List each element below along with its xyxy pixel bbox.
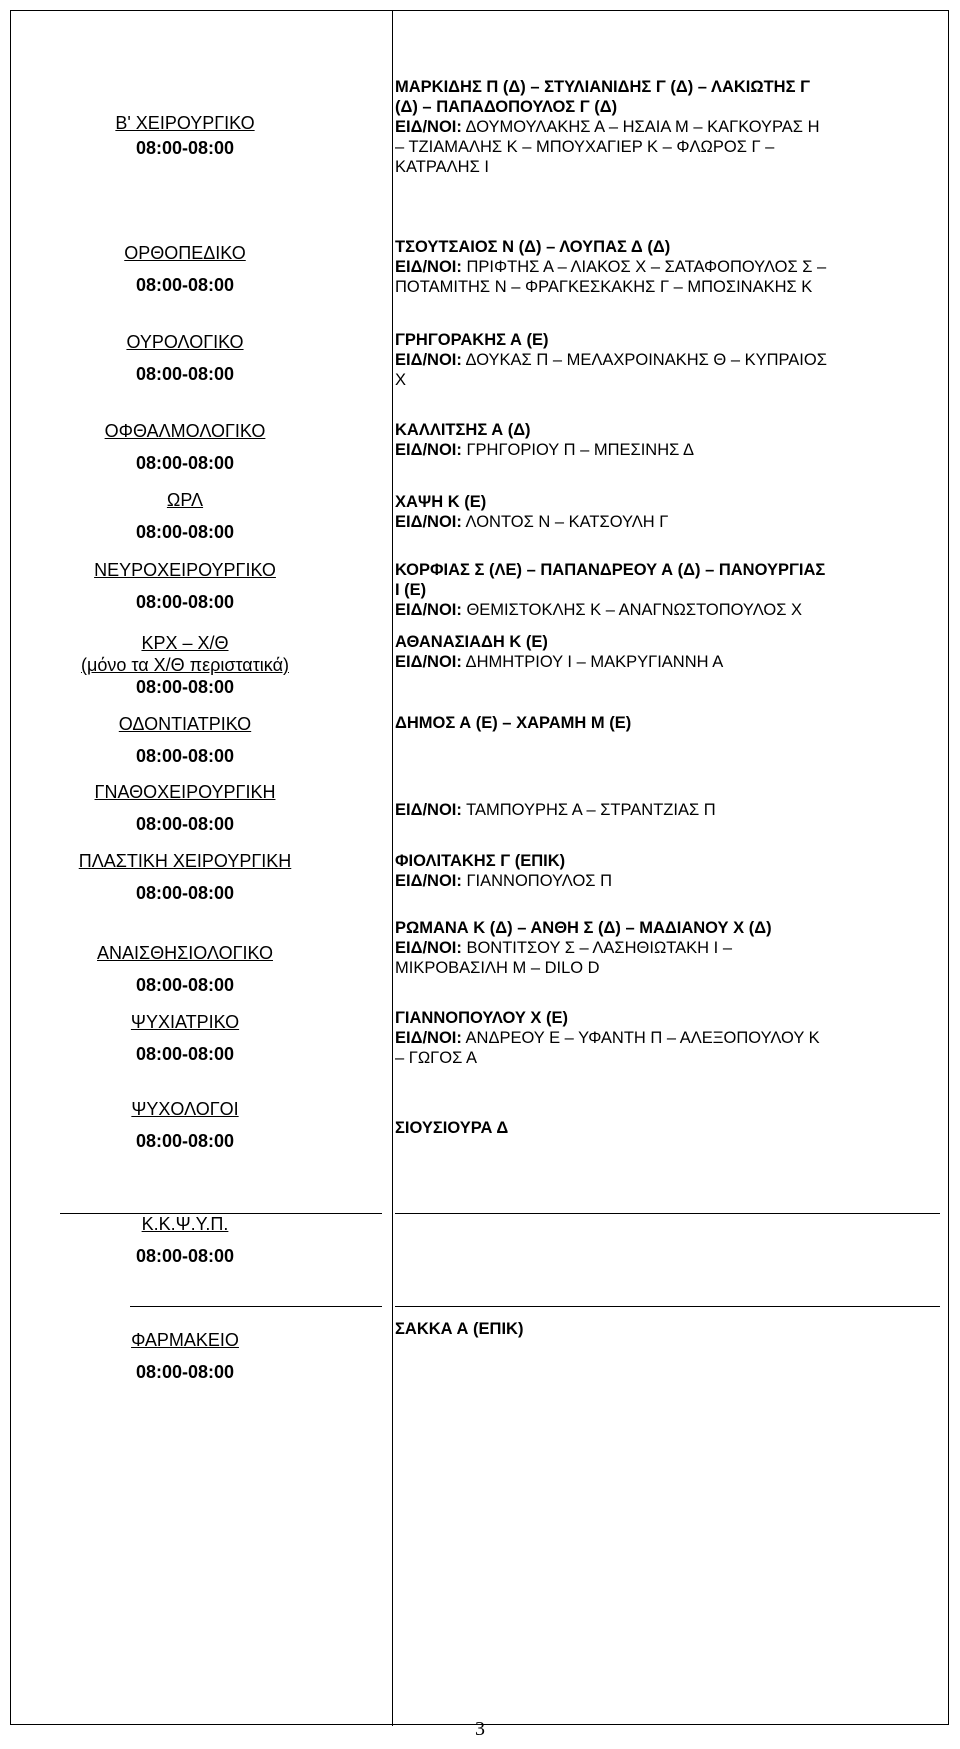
duty-hours: 08:00-08:00 bbox=[135, 364, 235, 384]
staff-names: ΠΡΙΦΤΗΣ Α – ΛΙΑΚΟΣ Χ – ΣΑΤΑΦΟΠΟΥΛΟΣ Σ – bbox=[461, 258, 827, 276]
staff-line bbox=[395, 97, 945, 117]
staff-line bbox=[395, 871, 945, 891]
staff-line bbox=[395, 237, 945, 257]
staff-bold: ΕΙΔ/ΝΟΙ: bbox=[395, 939, 462, 957]
staff-line bbox=[395, 918, 945, 938]
staff-cell bbox=[395, 918, 945, 978]
staff-cell bbox=[395, 713, 945, 733]
staff-bold: ΣΑΚΚΑ Α (ΕΠΙΚ) bbox=[395, 1320, 524, 1338]
staff-bold: ΔΗΜΟΣ Α (Ε) – ΧΑΡΑΜΗ Μ (Ε) bbox=[395, 714, 632, 732]
duty-hours: 08:00-08:00 bbox=[135, 975, 235, 995]
department-name: ΚΡΧ – Χ/Θ bbox=[141, 633, 229, 653]
staff-line bbox=[395, 117, 945, 137]
staff-names: ΜΙΚΡΟΒΑΣΙΛΗ Μ – DILO D bbox=[395, 959, 600, 977]
staff-cell bbox=[395, 77, 945, 177]
column-divider bbox=[392, 11, 393, 1726]
staff-bold: ΚΟΡΦΙΑΣ Σ (ΛΕ) – ΠΑΠΑΝΔΡΕΟΥ Α (Δ) – ΠΑΝΟΥΡΓΙΑΣ bbox=[395, 561, 826, 579]
staff-cell bbox=[395, 492, 945, 532]
staff-line bbox=[395, 440, 945, 460]
department-cell bbox=[0, 850, 370, 904]
staff-line bbox=[395, 257, 945, 277]
department-name: ΨΥΧΟΛΟΓΟΙ bbox=[131, 1099, 239, 1119]
department-cell bbox=[0, 1098, 370, 1152]
department-cell bbox=[0, 713, 370, 767]
staff-cell bbox=[395, 1118, 945, 1138]
staff-line bbox=[395, 560, 945, 580]
department-name: Β' ΧΕΙΡΟΥΡΓΙΚΟ bbox=[115, 113, 255, 133]
duty-hours: 08:00-08:00 bbox=[135, 677, 235, 697]
staff-line bbox=[395, 600, 945, 620]
staff-line bbox=[395, 1028, 945, 1048]
staff-names: ΠΟΤΑΜΙΤΗΣ Ν – ΦΡΑΓΚΕΣΚΑΚΗΣ Γ – ΜΠΟΣΙΝΑΚΗΣ Κ bbox=[395, 278, 813, 296]
duty-hours: 08:00-08:00 bbox=[135, 275, 235, 295]
department-cell bbox=[0, 942, 370, 996]
staff-bold: ΡΩΜΑΝΑ Κ (Δ) – ΑΝΘΗ Σ (Δ) – ΜΑΔΙΑΝΟΥ Χ (Δ) bbox=[395, 919, 772, 937]
staff-bold: ΕΙΔ/ΝΟΙ: bbox=[395, 1029, 462, 1047]
staff-cell bbox=[395, 330, 945, 390]
staff-line bbox=[395, 632, 945, 652]
staff-names: ΚΑΤΡΑΛΗΣ Ι bbox=[395, 158, 489, 176]
department-name: ΠΛΑΣΤΙΚΗ ΧΕΙΡΟΥΡΓΙΚΗ bbox=[78, 851, 292, 871]
department-cell bbox=[0, 112, 370, 159]
staff-bold: ΕΙΔ/ΝΟΙ: bbox=[395, 601, 462, 619]
department-cell bbox=[0, 420, 370, 474]
staff-names: ΛΟΝΤΟΣ Ν – ΚΑΤΣΟΥΛΗ Γ bbox=[461, 513, 669, 531]
staff-bold: ΣΙΟΥΣΙΟΥΡΑ Δ bbox=[395, 1119, 509, 1137]
department-note: (μόνο τα Χ/Θ περιστατικά) bbox=[80, 655, 289, 675]
staff-names: ΘΕΜΙΣΤΟΚΛΗΣ Κ – ΑΝΑΓΝΩΣΤΟΠΟΥΛΟΣ Χ bbox=[461, 601, 802, 619]
duty-hours: 08:00-08:00 bbox=[135, 1044, 235, 1064]
staff-bold: ΜΑΡΚΙΔΗΣ Π (Δ) – ΣΤΥΛΙΑΝΙΔΗΣ Γ (Δ) – ΛΑΚΙΩΤΗΣ Γ bbox=[395, 78, 811, 96]
department-name: ΟΦΘΑΛΜΟΛΟΓΙΚΟ bbox=[104, 421, 266, 441]
department-cell bbox=[0, 331, 370, 385]
duty-hours: 08:00-08:00 bbox=[135, 883, 235, 903]
staff-line bbox=[395, 157, 945, 177]
duty-hours: 08:00-08:00 bbox=[135, 522, 235, 542]
staff-line bbox=[395, 277, 945, 297]
staff-bold: ΓΙΑΝΝΟΠΟΥΛΟΥ Χ (Ε) bbox=[395, 1009, 568, 1027]
department-name: ΟΡΘΟΠΕΔΙΚΟ bbox=[124, 243, 246, 263]
staff-bold: ΑΘΑΝΑΣΙΑΔΗ Κ (Ε) bbox=[395, 633, 548, 651]
staff-names: ΒΟΝΤΙΤΣΟΥ Σ – ΛΑΣΗΘΙΩΤΑΚΗ Ι – bbox=[461, 939, 732, 957]
staff-line bbox=[395, 77, 945, 97]
staff-bold: ΧΑΨΗ Κ (Ε) bbox=[395, 493, 487, 511]
staff-cell bbox=[395, 237, 945, 297]
staff-bold: ΕΙΔ/ΝΟΙ: bbox=[395, 872, 462, 890]
department-cell bbox=[0, 489, 370, 543]
department-name: ΑΝΑΙΣΘΗΣΙΟΛΟΓΙΚΟ bbox=[97, 943, 273, 963]
staff-line bbox=[395, 492, 945, 512]
staff-cell bbox=[395, 420, 945, 460]
department-name: ΩΡΛ bbox=[166, 490, 204, 510]
staff-line bbox=[395, 1048, 945, 1068]
department-name: Κ.Κ.Ψ.Υ.Π. bbox=[141, 1214, 229, 1234]
staff-bold: ΓΡΗΓΟΡΑΚΗΣ Α (Ε) bbox=[395, 331, 549, 349]
department-cell bbox=[0, 1329, 370, 1383]
page-number: 3 bbox=[475, 1718, 485, 1740]
staff-line bbox=[395, 1319, 945, 1339]
staff-line bbox=[395, 958, 945, 978]
duty-hours: 08:00-08:00 bbox=[135, 138, 235, 158]
staff-cell bbox=[395, 1008, 945, 1068]
duty-hours: 08:00-08:00 bbox=[135, 1362, 235, 1382]
department-cell bbox=[0, 559, 370, 613]
department-cell bbox=[0, 632, 370, 698]
staff-bold: ΤΣΟΥΤΣΑΙΟΣ Ν (Δ) – ΛΟΥΠΑΣ Δ (Δ) bbox=[395, 238, 671, 256]
duty-hours: 08:00-08:00 bbox=[135, 1131, 235, 1151]
staff-names: – ΓΩΓΟΣ Α bbox=[395, 1049, 477, 1067]
department-name: ΨΥΧΙΑΤΡΙΚΟ bbox=[130, 1012, 240, 1032]
staff-bold: ΕΙΔ/ΝΟΙ: bbox=[395, 513, 462, 531]
divider-line bbox=[395, 1306, 940, 1307]
staff-bold: (Δ) – ΠΑΠΑΔΟΠΟΥΛΟΣ Γ (Δ) bbox=[395, 98, 618, 116]
staff-line bbox=[395, 713, 945, 733]
staff-cell bbox=[395, 851, 945, 891]
department-name: ΟΔΟΝΤΙΑΤΡΙΚΟ bbox=[118, 714, 252, 734]
staff-names: ΤΑΜΠΟΥΡΗΣ Α – ΣΤΡΑΝΤΖΙΑΣ Π bbox=[461, 801, 716, 819]
staff-names: ΔΟΥΚΑΣ Π – ΜΕΛΑΧΡΟΙΝΑΚΗΣ Θ – ΚΥΠΡΑΙΟΣ bbox=[461, 351, 827, 369]
staff-bold: ΕΙΔ/ΝΟΙ: bbox=[395, 258, 462, 276]
duty-hours: 08:00-08:00 bbox=[135, 453, 235, 473]
staff-line bbox=[395, 350, 945, 370]
staff-bold: ΦΙΟΛΙΤΑΚΗΣ Γ (ΕΠΙΚ) bbox=[395, 852, 566, 870]
staff-names: ΔΟΥΜΟΥΛΑΚΗΣ Α – ΗΣΑΙΑ Μ – ΚΑΓΚΟΥΡΑΣ Η bbox=[461, 118, 820, 136]
department-name: ΝΕΥΡΟΧΕΙΡΟΥΡΓΙΚΟ bbox=[94, 560, 276, 580]
department-cell bbox=[0, 1213, 370, 1267]
staff-line bbox=[395, 580, 945, 600]
staff-names: ΓΙΑΝΝΟΠΟΥΛΟΣ Π bbox=[461, 872, 613, 890]
staff-names: ΑΝΔΡΕΟΥ Ε – ΥΦΑΝΤΗ Π – ΑΛΕΞΟΠΟΥΛΟΥ Κ bbox=[461, 1029, 820, 1047]
staff-bold: ΕΙΔ/ΝΟΙ: bbox=[395, 801, 462, 819]
duty-hours: 08:00-08:00 bbox=[135, 746, 235, 766]
staff-names: Χ bbox=[395, 371, 407, 389]
staff-line bbox=[395, 137, 945, 157]
duty-hours: 08:00-08:00 bbox=[135, 1246, 235, 1266]
department-name: ΟΥΡΟΛΟΓΙΚΟ bbox=[126, 332, 244, 352]
staff-line bbox=[395, 1008, 945, 1028]
staff-bold: ΕΙΔ/ΝΟΙ: bbox=[395, 653, 462, 671]
department-name: ΓΝΑΘΟΧΕΙΡΟΥΡΓΙΚΗ bbox=[94, 782, 276, 802]
divider-line bbox=[60, 1213, 382, 1214]
staff-line bbox=[395, 512, 945, 532]
staff-line bbox=[395, 420, 945, 440]
staff-line bbox=[395, 938, 945, 958]
divider-line bbox=[130, 1306, 382, 1307]
staff-bold: ΕΙΔ/ΝΟΙ: bbox=[395, 351, 462, 369]
staff-cell bbox=[395, 632, 945, 672]
divider-line bbox=[395, 1213, 940, 1214]
staff-cell bbox=[395, 800, 945, 820]
staff-cell bbox=[395, 1319, 945, 1339]
staff-line bbox=[395, 330, 945, 350]
staff-line bbox=[395, 1118, 945, 1138]
staff-bold: Ι (Ε) bbox=[395, 581, 427, 599]
staff-line bbox=[395, 800, 945, 820]
staff-line bbox=[395, 652, 945, 672]
department-cell bbox=[0, 242, 370, 296]
staff-names: ΔΗΜΗΤΡΙΟΥ Ι – ΜΑΚΡΥΓΙΑΝΝΗ Α bbox=[461, 653, 724, 671]
staff-line bbox=[395, 370, 945, 390]
staff-bold: ΕΙΔ/ΝΟΙ: bbox=[395, 118, 462, 136]
staff-names: ΓΡΗΓΟΡΙΟΥ Π – ΜΠΕΣΙΝΗΣ Δ bbox=[461, 441, 695, 459]
department-cell bbox=[0, 781, 370, 835]
duty-hours: 08:00-08:00 bbox=[135, 814, 235, 834]
staff-bold: ΚΑΛΛΙΤΣΗΣ Α (Δ) bbox=[395, 421, 531, 439]
department-cell bbox=[0, 1011, 370, 1065]
duty-hours: 08:00-08:00 bbox=[135, 592, 235, 612]
staff-names: – ΤΖΙΑΜΑΛΗΣ Κ – ΜΠΟΥΧΑΓΙΕΡ Κ – ΦΛΩΡΟΣ Γ – bbox=[395, 138, 775, 156]
staff-bold: ΕΙΔ/ΝΟΙ: bbox=[395, 441, 462, 459]
staff-cell bbox=[395, 560, 945, 620]
department-name: ΦΑΡΜΑΚΕΙΟ bbox=[131, 1330, 239, 1350]
staff-line bbox=[395, 851, 945, 871]
